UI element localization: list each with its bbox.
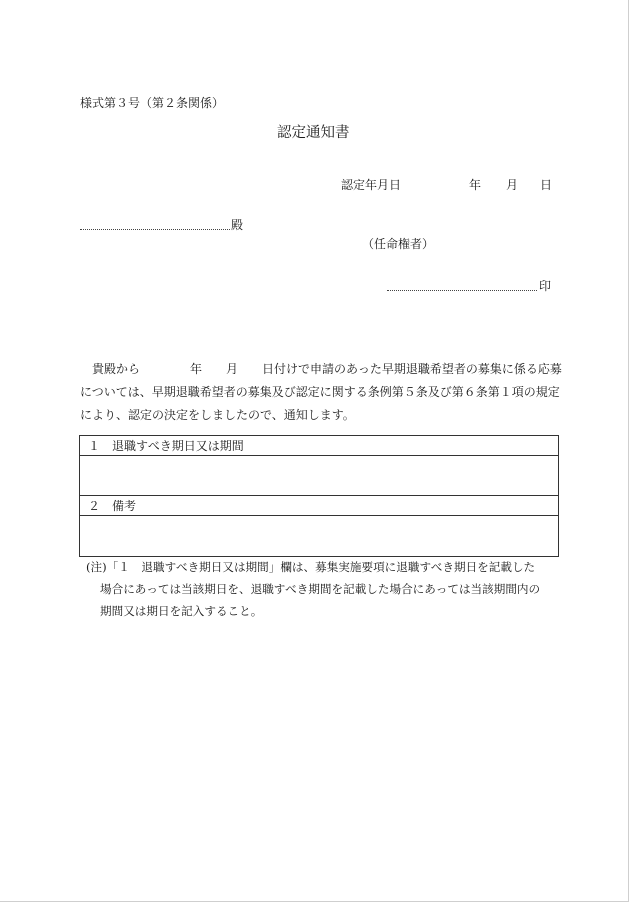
body-line1-suffix: 日付けで申請のあった早期退職希望者の募集に係る応募 <box>262 362 562 376</box>
date-month-label: 月 <box>506 178 519 192</box>
field-remarks-label: ２ 備考 <box>80 496 558 516</box>
footnote-line3: 期間又は期日を記入すること。 <box>100 604 263 618</box>
addressee-honorific: 殿 <box>231 218 244 232</box>
field-retirement-date-entry[interactable] <box>80 456 558 496</box>
body-line2: については、早期退職希望者の募集及び認定に関する条例第５条及び第６条第１項の規定 <box>80 385 560 399</box>
appointing-authority-label: （任命権者） <box>362 237 435 251</box>
body-line3: により、認定の決定をしましたので、通知します。 <box>80 408 355 422</box>
field-retirement-date-label: １ 退職すべき期日又は期間 <box>80 436 558 456</box>
form-number: 様式第３号（第２条関係） <box>80 96 225 110</box>
certification-date-label: 認定年月日 <box>341 178 402 192</box>
body-line1-prefix: 貴殿から <box>92 362 141 376</box>
notification-body <box>80 358 562 427</box>
field-remarks-entry[interactable] <box>80 516 558 556</box>
footnote <box>86 556 556 622</box>
addressee-dotted-line <box>80 229 230 230</box>
seal-mark: 印 <box>539 279 552 293</box>
date-day-label: 日 <box>540 178 553 192</box>
footnote-line2: 場合にあっては当該期日を、退職すべき期間を記載した場合にあっては当該期間内の <box>100 582 541 596</box>
document-title: 認定通知書 <box>277 125 350 141</box>
body-line1-year: 年 <box>190 362 203 376</box>
footnote-line1: (注)「１ 退職すべき期日又は期間」欄は、募集実施要項に退職すべき期日を記載した <box>86 560 536 574</box>
fields-table <box>79 435 559 557</box>
body-line1-month: 月 <box>226 362 239 376</box>
date-year-label: 年 <box>469 178 482 192</box>
authority-signature-dotted-line <box>387 290 537 291</box>
